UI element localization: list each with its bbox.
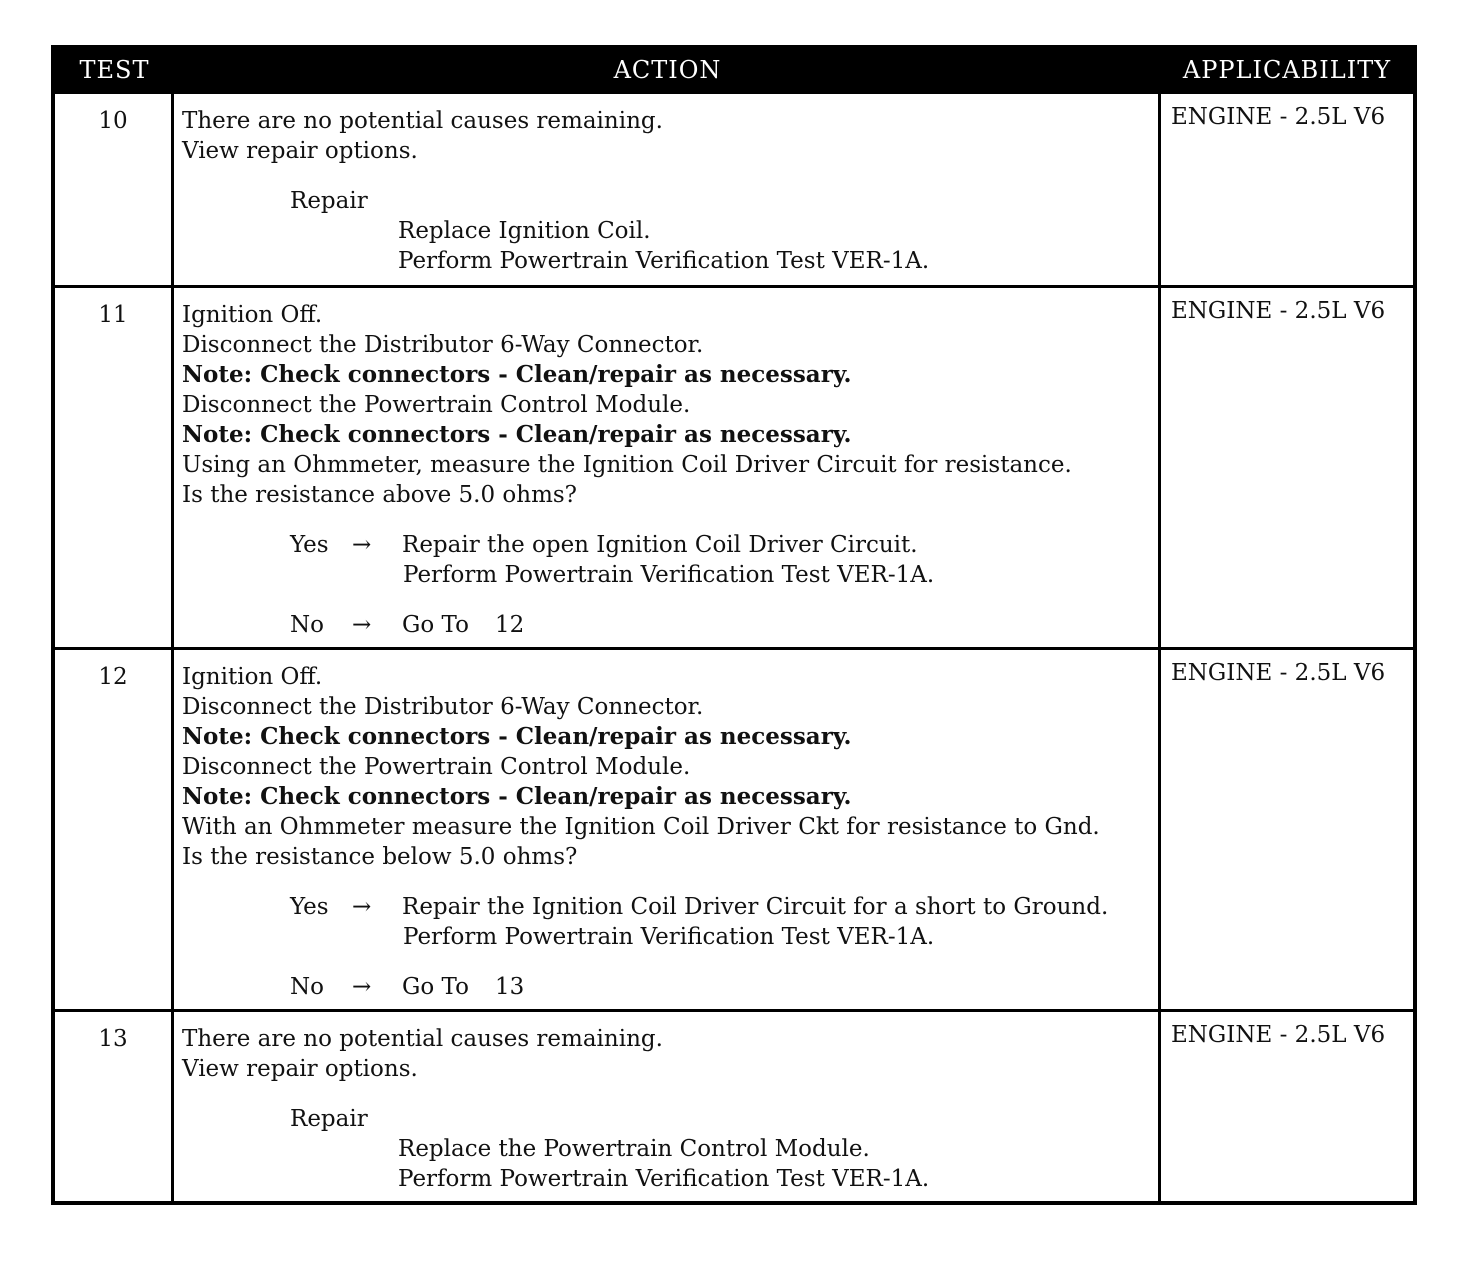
note-line: Note: Check connectors - Clean/repair as necessary. [182,783,852,810]
yes-action: Repair the Ignition Coil Driver Circuit for a short to Ground. [402,894,1109,920]
arrow-icon: → [352,894,372,920]
action-line: There are no potential causes remaining. [182,108,663,134]
action-cell [174,94,1161,285]
arrow-icon: → [352,532,372,558]
table-row-test-10 [55,91,1413,285]
header-action: ACTION [613,56,722,84]
applicability-cell: ENGINE - 2.5L V6 [1171,104,1386,130]
action-line: There are no potential causes remaining. [182,1026,663,1052]
goto-link[interactable] [402,610,524,640]
action-cell [174,650,1161,1009]
yes-label: Yes [290,894,329,920]
repair-label: Repair [290,188,368,214]
test-number: 11 [55,288,174,647]
test-number: 13 [55,1012,174,1201]
goto-number: 13 [494,974,525,1000]
action-line: Disconnect the Distributor 6-Way Connector. [182,332,704,358]
action-line: Ignition Off. [182,664,323,690]
question-line: Is the resistance above 5.0 ohms? [182,482,578,508]
table-row-test-13 [55,1009,1413,1201]
yes-label: Yes [290,532,329,558]
action-line: View repair options. [182,138,418,164]
arrow-icon: → [352,612,372,638]
arrow-icon: → [352,974,372,1000]
note-line: Note: Check connectors - Clean/repair as necessary. [182,421,852,448]
yes-branch [182,530,1158,560]
action-line: View repair options. [182,1056,418,1082]
note-line: Note: Check connectors - Clean/repair as necessary. [182,723,852,750]
test-number: 12 [55,650,174,1009]
repair-label: Repair [290,1106,368,1132]
applicability-cell: ENGINE - 2.5L V6 [1171,298,1386,324]
no-branch [182,972,1158,1002]
applicability-cell: ENGINE - 2.5L V6 [1171,660,1386,686]
applicability-cell: ENGINE - 2.5L V6 [1171,1022,1386,1048]
no-label: No [290,612,324,638]
action-line: Ignition Off. [182,302,323,328]
repair-item: Replace Ignition Coil. [398,218,651,244]
question-line: Is the resistance below 5.0 ohms? [182,844,578,870]
yes-action: Perform Powertrain Verification Test VER-1A. [403,924,935,950]
no-branch [182,610,1158,640]
table-header [55,49,1413,91]
action-cell [174,1012,1161,1201]
repair-item: Perform Powertrain Verification Test VER-1A. [398,1166,930,1192]
action-line: Using an Ohmmeter, measure the Ignition Coil Driver Circuit for resistance. [182,452,1072,478]
table-row-test-11 [55,285,1413,647]
yes-action: Repair the open Ignition Coil Driver Circuit. [402,532,918,558]
table-row-test-12 [55,647,1413,1009]
action-cell [174,288,1161,647]
goto-number: 12 [494,612,525,638]
action-line: Disconnect the Powertrain Control Module. [182,754,691,780]
goto-text: Go To [402,612,469,638]
action-line: With an Ohmmeter measure the Ignition Coil Driver Ckt for resistance to Gnd. [182,814,1100,840]
yes-branch [182,892,1158,922]
note-line: Note: Check connectors - Clean/repair as necessary. [182,361,852,388]
no-label: No [290,974,324,1000]
goto-text: Go To [402,974,469,1000]
goto-link[interactable] [402,972,524,1002]
yes-action: Perform Powertrain Verification Test VER-1A. [403,562,935,588]
action-line: Disconnect the Powertrain Control Module. [182,392,691,418]
repair-item: Perform Powertrain Verification Test VER-1A. [398,248,930,274]
header-applicability: APPLICABILITY [1182,56,1392,84]
repair-item: Replace the Powertrain Control Module. [398,1136,870,1162]
action-line: Disconnect the Distributor 6-Way Connector. [182,694,704,720]
test-number: 10 [55,94,174,285]
diagnostic-table [51,45,1417,1205]
header-test: TEST [79,56,150,84]
